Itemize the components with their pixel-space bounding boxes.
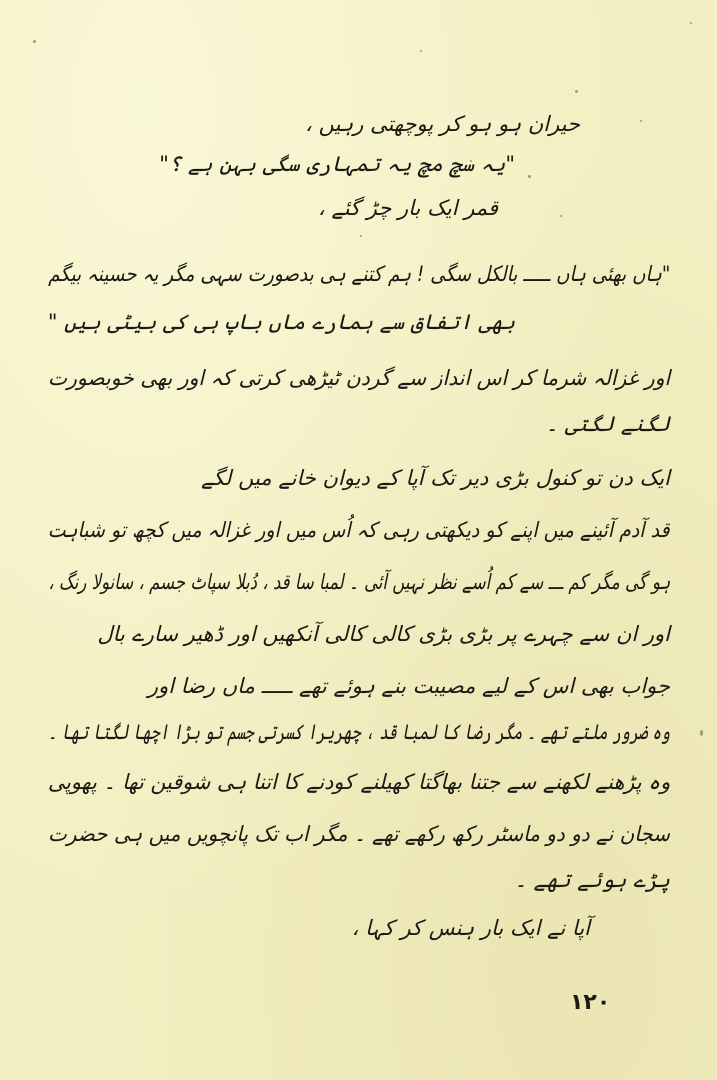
text-line-17: آپا نے ایک بار ہنس کر کہا ،	[351, 916, 590, 940]
text-line-15: سجان نے دو دو ماسٹر رکھ رکھے تھے ۔ مگر اب تک پانچویں میں ہی حضرت	[48, 822, 670, 846]
paper-speck	[575, 90, 578, 93]
page-number: ۱۲۰	[570, 990, 611, 1015]
text-line-9: قد آدم آئینے میں اپنے کو دیکھتی رہی کہ اُس میں اور غزالہ میں کچھ تو شباہت	[48, 518, 670, 542]
text-line-12: جواب بھی اس کے لیے مصیبت بنے ہوئے تھے ـــــ ماں رضا اور	[147, 674, 670, 698]
text-line-8: ایک دن تو کنول بڑی دیر تک آپا کے دیوان خانے میں لگے	[201, 466, 670, 490]
paper-speck	[33, 40, 36, 43]
text-line-1: حیران ہو ہو کر پوچھتی رہیں ،	[305, 112, 580, 136]
text-line-6: اور غزالہ شرما کر اس انداز سے گردن ٹیڑھی کرتی کہ اور بھی خوبصورت	[47, 366, 670, 390]
text-line-11: اور ان سے چہرے پر بڑی بڑی کالی کالی آنکھیں اور ڈھیر سارے بال	[97, 622, 670, 646]
text-line-16: پڑے ہوئے تھے ۔	[514, 868, 670, 892]
paper-speck	[640, 120, 642, 122]
text-line-13: وہ ضرور ملتے تھے ۔ مگر رضا کا لمبا قد ، چھریرا کسرتی جسم تو بڑا اچھا لگتا تھا ۔	[47, 720, 670, 744]
text-line-3: قمر ایک بار چڑ گئے ،	[318, 196, 498, 220]
paper-speck	[560, 215, 562, 217]
text-line-5: بھی اتفاق سے ہمارے ماں باپ ہی کی بیٹی ہیں "	[47, 310, 515, 334]
paper-speck	[420, 50, 422, 52]
text-line-14: وہ پڑھنے لکھنے سے جتنا بھاگتا کھیلنے کودنے کا اتنا ہی شوقین تھا ۔ پھوپی	[47, 770, 670, 794]
text-line-4: "ہاں بھئی ہاں ـــــ بالکل سگی ! ہم کتنے ہی بدصورت سہی مگر یہ حسینہ بیگم	[47, 262, 670, 286]
paper-speck	[690, 22, 692, 24]
text-line-2: "یہ سچ مچ یہ تمہاری سگی بہن ہے ؟"	[159, 152, 515, 176]
text-line-10: ہو گی مگر کم ـــ سے کم اُسے نظر نہیں آئی ۔ لمبا سا قد ، دُبلا سپاٹ جسم ، سانولا رنگ ،	[48, 570, 670, 594]
text-line-7: لگنے لگتی ۔	[545, 412, 670, 436]
paper-speck	[528, 175, 531, 178]
paper-speck	[700, 730, 703, 736]
paper-speck	[360, 235, 362, 237]
